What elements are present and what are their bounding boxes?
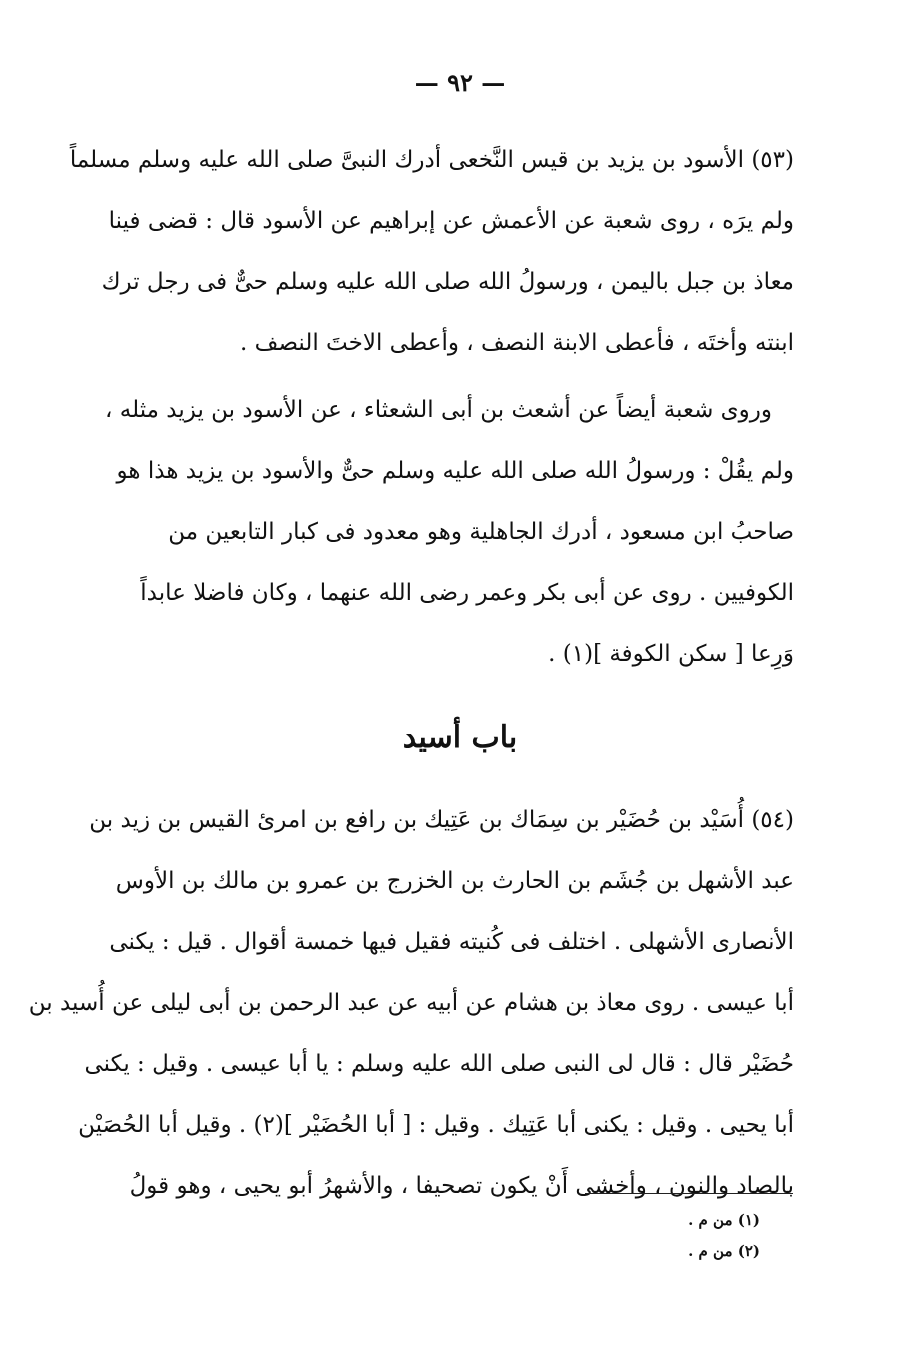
entry-54-line: أبا عيسى . روى معاذ بن هشام عن أبيه عن عبد الرحمن بن أبى ليلى عن أُسيد بن: [28, 990, 794, 1016]
entry-54-line: (٥٤) أُسَيْد بن حُضَيْر بن سِمَاك بن عَتِيك بن رافع بن امرئ القيس بن زيد بن: [89, 807, 794, 833]
footnotes: [560, 1205, 760, 1267]
section-heading: باب أسيد: [402, 720, 518, 755]
footnote: (١) من م .: [688, 1211, 760, 1229]
entry-53-cont-line: وَرِعا [ سكن الكوفة ](١) .: [548, 641, 794, 667]
entry-53-line: ابنته وأختَه ، فأعطى الابنة النصف ، وأعطى الاختَ النصف .: [240, 330, 794, 356]
entry-53-cont-line: صاحبُ ابن مسعود ، أدرك الجاهلية وهو معدود فى كبار التابعين من: [168, 519, 794, 545]
footnote: (٢) من م .: [688, 1242, 760, 1260]
entry-53-line: (٥٣) الأسود بن يزيد بن قيس النَّخعى أدرك النبىَّ صلى الله عليه وسلم مسلماً: [69, 147, 794, 173]
entry-53-cont-line: الكوفيين . روى عن أبى بكر وعمر رضى الله عنهما ، وكان فاضلا عابداً: [140, 580, 794, 606]
entry-53: [69, 130, 794, 374]
entry-54-line: أبا يحيى . وقيل : يكنى أبا عَتِيك . وقيل : [ أبا الحُضَيْر ](٢) . وقيل أبا الحُصَيْن: [78, 1112, 794, 1138]
entry-54-line: عبد الأشهل بن جُشَم بن الحارث بن الخزرج بن عمرو بن مالك بن الأوس: [115, 868, 794, 894]
page-number: — ٩٢ —: [414, 68, 506, 97]
entry-54: [28, 790, 794, 1217]
entry-54-line: الأنصارى الأشهلى . اختلف فى كُنيته فقيل فيها خمسة أقوال . قيل : يكنى: [109, 929, 794, 955]
entry-54-line: حُضَيْر قال : قال لى النبى صلى الله عليه وسلم : يا أبا عيسى . وقيل : يكنى: [84, 1051, 794, 1077]
entry-54-line: بالصاد والنون ، وأخشى أَنْ يكون تصحيفا ، والأشهرُ أبو يحيى ، وهو قولُ: [129, 1173, 794, 1199]
footnote-divider: [585, 1193, 793, 1194]
entry-53-line: معاذ بن جبل باليمن ، ورسولُ الله صلى الله عليه وسلم حىٌّ فى رجل ترك: [101, 269, 794, 295]
entry-53-continuation: [105, 380, 794, 685]
entry-53-cont-line: ولم يقُلْ : ورسولُ الله صلى الله عليه وسلم حىٌّ والأسود بن يزيد هذا هو: [116, 458, 794, 484]
entry-53-line: ولم يرَه ، روى شعبة عن الأعمش عن إبراهيم عن الأسود قال : قضى فينا: [108, 208, 794, 234]
entry-53-cont-line: وروى شعبة أيضاً عن أشعث بن أبى الشعثاء ، عن الأسود بن يزيد مثله ،: [105, 397, 772, 423]
